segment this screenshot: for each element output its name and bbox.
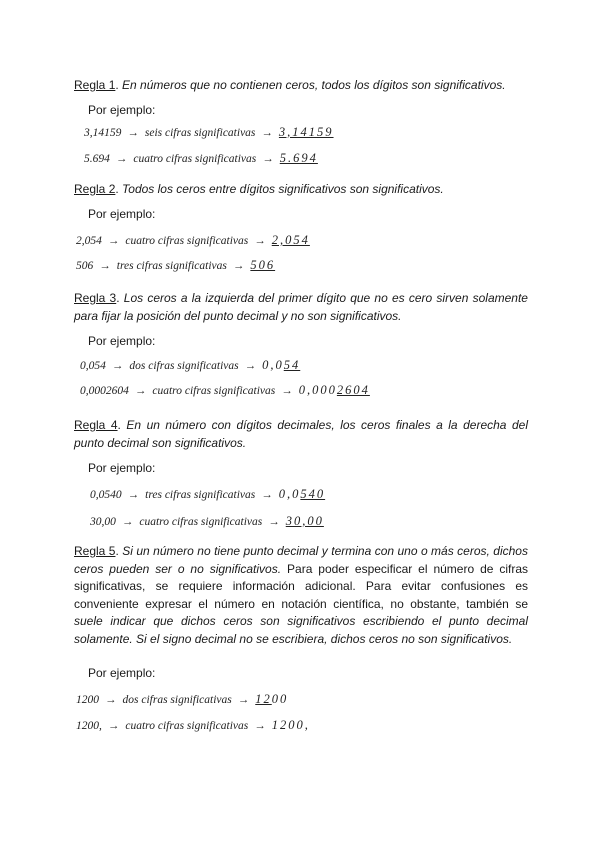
rule-5-example-2: 1200, → cuatro cifras significativas → 1200, [76, 718, 310, 732]
rule-5-text-3: suele indicar que dichos ceros son significativos escribiendo el punto decimal solamente. Si el signo decimal no se escribiera, dichos ceros no son significativos. [74, 614, 528, 646]
rule-1-label: Regla 1 [74, 78, 116, 92]
rule-5-label: Regla 5 [74, 544, 116, 558]
rule-4: Regla 4. En un número con dígitos decimales, los ceros finales a la derecha del punto decimal son significativos. [74, 418, 528, 450]
rule-4-example-2: 30,00 → cuatro cifras significativas → 30,00 [90, 514, 324, 528]
rule-2-label: Regla 2 [74, 182, 116, 196]
rule-1-example-1: 3,14159 → seis cifras significativas → 3,14159 [84, 125, 334, 139]
rule-1-example-label: Por ejemplo: [88, 103, 156, 117]
rule-5-text-2: Para poder especificar el número de cifras significativas, se requiere información adicional. Para evitar confusiones es conveniente expresar el número en notación científica, no obstante, también se [74, 561, 529, 611]
rule-2-example-2: 506 → tres cifras significativas → 506 [76, 258, 276, 272]
rule-3: Regla 3. Los ceros a la izquierda del primer dígito que no es cero sirven solamente para fijar la posición del punto decimal y no son significativos. [74, 291, 528, 323]
rule-5-example-label: Por ejemplo: [88, 666, 156, 680]
rule-2-example-1: 2,054 → cuatro cifras significativas → 2,054 [76, 233, 310, 247]
rule-4-text: En un número con dígitos decimales, los ceros finales a la derecha del punto decimal son significativos. [74, 418, 528, 450]
rule-1-example-2: 5.694 → cuatro cifras significativas → 5.694 [84, 151, 318, 165]
rule-5-example-1: 1200 → dos cifras significativas → 1200 [76, 692, 289, 706]
rule-1-text: En números que no contienen ceros, todos los dígitos son significativos. [122, 78, 506, 92]
rule-4-label: Regla 4 [74, 418, 118, 432]
rule-3-text: Los ceros a la izquierda del primer dígito que no es cero sirven solamente para fijar la posición del punto decimal y no son significativos. [74, 291, 528, 323]
rule-2: Regla 2. Todos los ceros entre dígitos significativos son significativos. [74, 182, 444, 196]
rule-4-example-label: Por ejemplo: [88, 461, 156, 475]
rule-5-text-1: Si un número no tiene punto decimal y termina con uno o más ceros, dichos ceros pueden ser o no significativos. [74, 544, 528, 576]
rule-2-example-label: Por ejemplo: [88, 207, 156, 221]
rule-2-text: Todos los ceros entre dígitos significativos son significativos. [122, 182, 444, 196]
rule-3-example-2: 0,0002604 → cuatro cifras significativas → 0,0002604 [80, 383, 370, 397]
rule-4-example-1: 0,0540 → tres cifras significativas → 0,0540 [90, 487, 326, 501]
rule-3-example-label: Por ejemplo: [88, 334, 156, 348]
rule-3-example-1: 0,054 → dos cifras significativas → 0,054 [80, 358, 301, 372]
rule-3-label: Regla 3 [74, 291, 117, 305]
rule-1: Regla 1. En números que no contienen ceros, todos los dígitos son significativos. [74, 78, 506, 92]
rule-5: Regla 5. Si un número no tiene punto decimal y termina con uno o más ceros, dichos ceros pueden ser o no significativos. Para poder especificar el número de cifras significativas, se requiere información adicional. Para evitar confusiones es conveniente expresar el número en notación científica, no obstante, también se suele indicar que dichos ceros son significativos escribiendo el punto decimal solamente. Si el signo decimal no se escribiera, dichos ceros no son significativos. [74, 544, 529, 646]
